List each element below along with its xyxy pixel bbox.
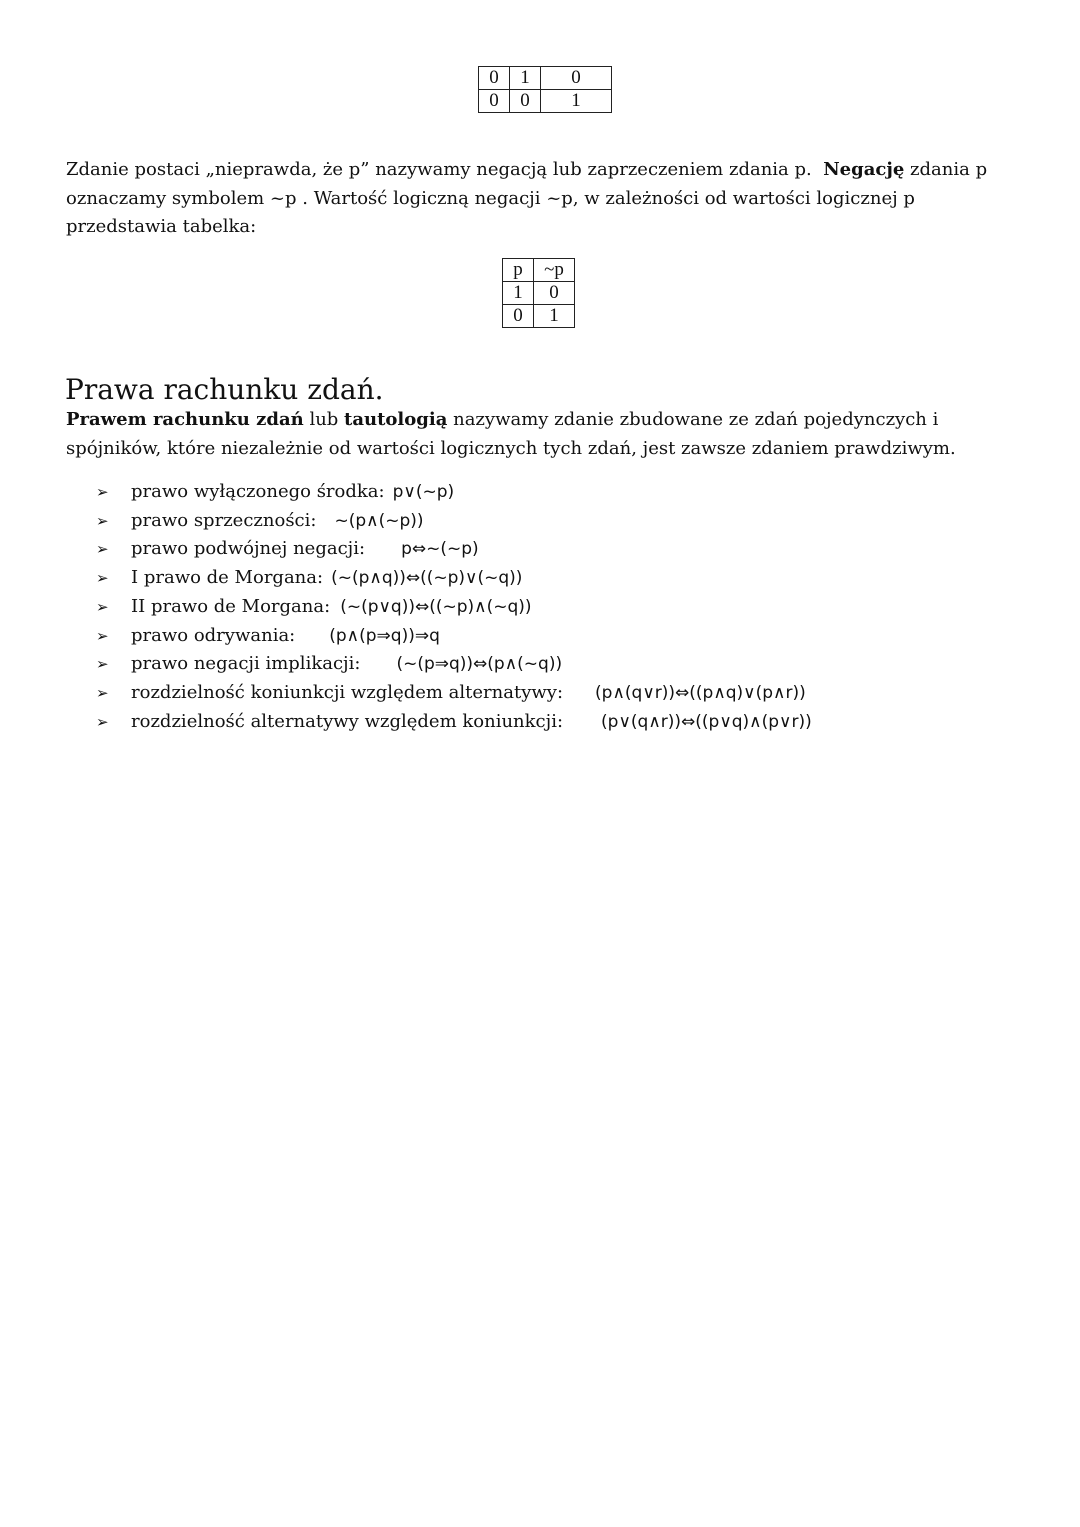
table-row [503,305,575,328]
tautology-text-1: lub [309,409,339,430]
list-item [96,622,812,651]
negation-paragraph [66,156,1026,242]
law-name: prawo wyłączonego środka: [131,481,385,502]
table-header-row [503,259,575,282]
table-cell: 1 [534,305,575,328]
law-name: prawo negacji implikacji: [131,653,361,675]
table-cell: 0 [479,67,510,90]
list-item [96,564,812,593]
law-formula: (~(p⇒q))⇔(p∧(~q)) [396,654,563,675]
list-item [96,708,812,737]
list-item [96,593,812,622]
negation-text-2: zdania p oznaczamy symbolem ~p . Wartość logiczną negacji ~p, w zależności od wartości logicznej p przedstawia tabelka: [66,159,988,237]
arrowhead-bullet-icon: ➢ [96,655,109,674]
law-formula: p⇔~(~p) [401,539,479,560]
negation-text-1: Zdanie postaci „nieprawda, że p” nazywamy negacją lub zaprzeczeniem zdania p. [66,159,812,180]
table-cell: 1 [503,282,534,305]
table-cell: 0 [534,282,575,305]
table-cell: 0 [503,305,534,328]
arrowhead-bullet-icon: ➢ [96,626,109,645]
law-name: II prawo de Morgana: [131,595,331,617]
negation-term: Negację [823,159,905,180]
law-formula: (p∧(p⇒q))⇒q [329,625,440,646]
arrowhead-bullet-icon: ➢ [96,597,109,616]
law-formula: p∨(~p) [392,482,455,502]
law-formula: ~(p∧(~p)) [334,510,424,531]
law-formula: (p∨(q∧r))⇔((p∨q)∧(p∨r)) [601,711,812,732]
table-header-cell: p [503,259,534,282]
law-name: prawo podwójnej negacji: [131,538,366,560]
table-row [479,67,612,90]
tautology-term-2: tautologią [344,409,448,430]
list-item [96,478,812,507]
tautology-text-2: nazywamy zdanie zbudowane ze zdań pojedynczych i spójników, które niezależnie od wartości logicznych tych zdań, jest zawsze zdaniem prawdziwym. [66,409,956,459]
law-formula: (p∧(q∨r))⇔((p∧q)∨(p∧r)) [595,682,806,703]
table-header-cell: ~p [534,259,575,282]
arrowhead-bullet-icon: ➢ [96,683,109,702]
law-name: rozdzielność koniunkcji względem alternatywy: [131,681,564,703]
list-item [96,650,812,679]
table-row [479,90,612,113]
laws-list [96,478,812,736]
list-item [96,679,812,708]
list-item [96,535,812,564]
table-cell: 0 [510,90,541,113]
law-name: I prawo de Morgana: [131,567,324,589]
law-formula: (~(p∧q))⇔((~p)∨(~q)) [331,568,523,589]
law-name: rozdzielność alternatywy względem koniunkcji: [131,710,564,732]
list-item [96,507,812,536]
arrowhead-bullet-icon: ➢ [96,540,109,559]
tautology-paragraph [66,406,1026,463]
table-row [503,282,575,305]
law-formula: (~(p∨q))⇔((~p)∧(~q)) [340,596,532,617]
law-name: prawo odrywania: [131,624,296,646]
table-cell: 1 [541,90,612,113]
table-cell: 0 [541,67,612,90]
section-title: Prawa rachunku zdań. [65,373,384,406]
law-name: prawo sprzeczności: [131,509,317,531]
arrowhead-bullet-icon: ➢ [96,569,109,588]
truth-table-continuation [478,66,612,113]
arrowhead-bullet-icon: ➢ [96,712,109,731]
arrowhead-bullet-icon: ➢ [96,511,109,530]
tautology-term-1: Prawem rachunku zdań [66,409,304,430]
table-cell: 1 [510,67,541,90]
table-cell: 0 [479,90,510,113]
negation-truth-table [502,258,575,328]
arrowhead-bullet-icon: ➢ [96,483,109,501]
